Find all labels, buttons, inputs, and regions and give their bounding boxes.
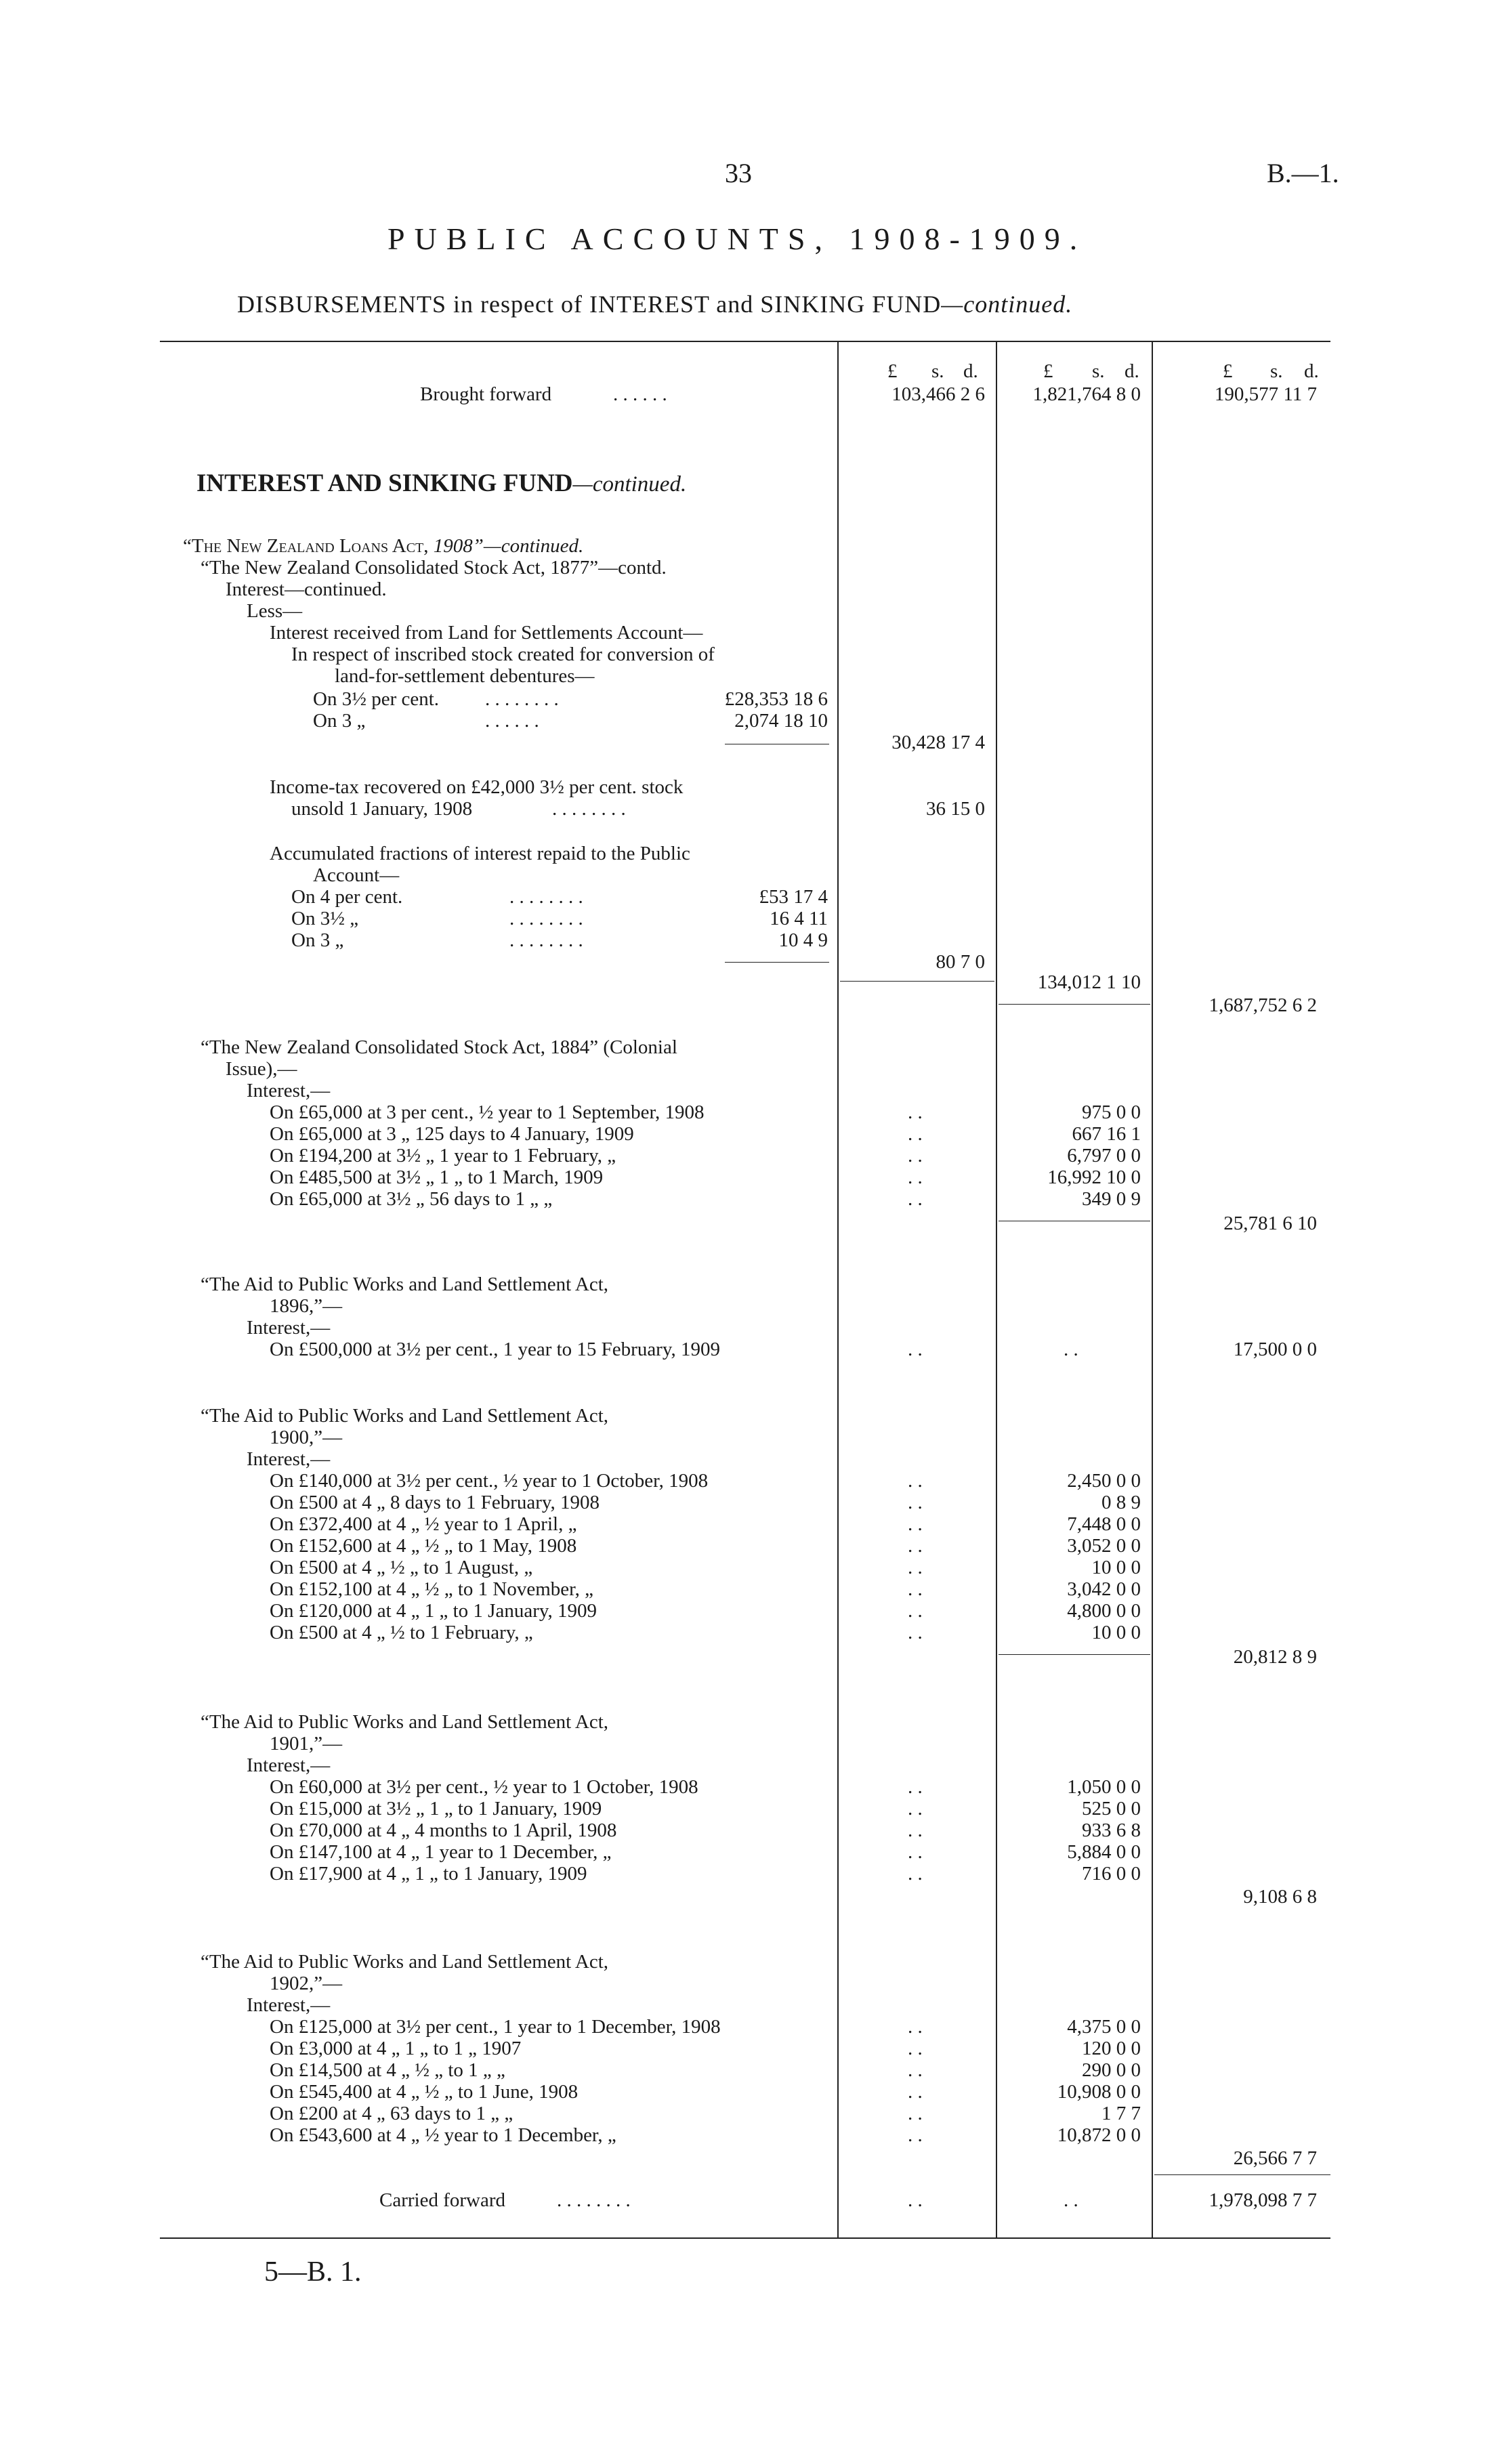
interest-row-amount: 290 0 0 (1082, 2059, 1141, 2081)
income-tax-line: Income-tax recovered on £42,000 3½ per cent. stock (270, 776, 684, 798)
act-1884-title-2: Issue),— (226, 1058, 297, 1080)
interest-row-text: On £125,000 at 3½ per cent., 1 year to 1 December, 1908 (270, 2016, 721, 2038)
interest-row-text: On £500 at 4 „ ½ „ to 1 August, „ (270, 1557, 533, 1578)
interest-row-dots: . . (908, 2103, 923, 2124)
interest-row-amount: 4,800 0 0 (1067, 1600, 1141, 1622)
carried-forward-total: 1,978,098 7 7 (1209, 2189, 1317, 2211)
table-top-rule (160, 341, 1330, 342)
interest-row-amount: 120 0 0 (1082, 2038, 1141, 2059)
brought-forward-col3: 190,577 11 7 (1214, 383, 1317, 405)
interest-row-amount: 667 16 1 (1072, 1123, 1141, 1145)
interest-row-dots: . . (908, 1863, 923, 1885)
interest-row-dots: . . (908, 1557, 923, 1578)
fraction-row-label: On 3½ „ (291, 908, 359, 929)
act-1884-title: “The New Zealand Consolidated Stock Act, 1884” (Colonial (201, 1036, 677, 1058)
accumulated-fractions-line: Accumulated fractions of interest repaid to the Public (270, 843, 690, 864)
act-1901-total: 9,108 6 8 (1243, 1886, 1317, 1908)
act-1896-total: 17,500 0 0 (1233, 1339, 1317, 1360)
interest-row-dots: . . (908, 1776, 923, 1798)
interest-continued-label: Interest—continued. (226, 579, 387, 600)
column-divider-3 (1152, 341, 1153, 2237)
interest-row-amount: 349 0 9 (1082, 1188, 1141, 1210)
land-settlements-line: Interest received from Land for Settlements Account— (270, 622, 703, 644)
brought-forward-dots: . . . . . . (613, 383, 667, 405)
brought-forward-col1: 103,466 2 6 (891, 383, 985, 405)
interest-row-amount: 16,992 10 0 (1047, 1166, 1141, 1188)
col3-pound-header: £ (1223, 360, 1233, 382)
fraction-row-amount: 10 4 9 (778, 929, 828, 951)
interest-row-text: On £65,000 at 3½ „ 56 days to 1 „ „ (270, 1188, 553, 1210)
interest-row-text: On £485,500 at 3½ „ 1 „ to 1 March, 1909 (270, 1166, 604, 1188)
interest-row-amount: 933 6 8 (1082, 1820, 1141, 1841)
interest-row-dots: . . (908, 1123, 923, 1145)
col2-pence-header: d. (1125, 360, 1139, 382)
fraction-row-label: On 4 per cent. (291, 886, 403, 908)
interest-row-dots: . . (908, 1339, 923, 1360)
interest-row-text: On £120,000 at 4 „ 1 „ to 1 January, 1909 (270, 1600, 597, 1622)
interest-label: Interest,— (247, 1317, 331, 1339)
interest-row-text: On £60,000 at 3½ per cent., ½ year to 1 October, 1908 (270, 1776, 698, 1798)
carried-forward-label: Carried forward (379, 2189, 505, 2211)
act-1884-total: 25,781 6 10 (1223, 1213, 1317, 1234)
interest-row-amount: 1 7 7 (1101, 2103, 1141, 2124)
income-tax-amount: 36 15 0 (926, 798, 985, 820)
less-label: Less— (247, 600, 303, 622)
interest-row-dots: . . (908, 1513, 923, 1535)
interest-row-text: On £152,100 at 4 „ ½ „ to 1 November, „ (270, 1578, 594, 1600)
interest-row-amount: 4,375 0 0 (1067, 2016, 1141, 2038)
section-heading: INTEREST AND SINKING FUND—continued. (196, 469, 687, 497)
interest-row-text: On £152,600 at 4 „ ½ „ to 1 May, 1908 (270, 1535, 577, 1557)
interest-row-amount: 525 0 0 (1082, 1798, 1141, 1820)
interest-row-amount: 7,448 0 0 (1067, 1513, 1141, 1535)
interest-row-text: On £500 at 4 „ 8 days to 1 February, 1908 (270, 1492, 600, 1513)
conversion-row-dots: . . . . . . (485, 710, 539, 732)
brought-forward-label: Brought forward (420, 383, 552, 405)
column-divider-1 (837, 341, 839, 2237)
interest-row: On £500,000 at 3½ per cent., 1 year to 15 February, 1909 (270, 1339, 720, 1360)
conversion-row-amount: 2,074 18 10 (734, 710, 828, 732)
act-1902-title-2: 1902,”— (270, 1973, 343, 1994)
interest-row-text: On £14,500 at 4 „ ½ „ to 1 „ „ (270, 2059, 505, 2081)
col1-shilling-header: s. (931, 360, 944, 382)
interest-row-dots: . . (908, 2059, 923, 2081)
interest-label: Interest,— (247, 1754, 331, 1776)
inscribed-stock-line: In respect of inscribed stock created for conversion of (291, 644, 715, 665)
interest-row-amount: 3,052 0 0 (1067, 1535, 1141, 1557)
interest-label: Interest,— (247, 1994, 331, 2016)
interest-row-dots: . . (908, 1820, 923, 1841)
account-line: Account— (313, 864, 400, 886)
col1-pence-header: d. (963, 360, 978, 382)
interest-row-dots: . . (908, 1145, 923, 1166)
interest-row-amount: 6,797 0 0 (1067, 1145, 1141, 1166)
interest-row-amount: 5,884 0 0 (1067, 1841, 1141, 1863)
col2-total-rule (999, 1654, 1150, 1655)
fraction-row-dots: . . . . . . . . (509, 886, 583, 908)
interest-row-amount: 10,908 0 0 (1057, 2081, 1141, 2103)
act-1901-title-2: 1901,”— (270, 1733, 343, 1754)
interest-row-text: On £65,000 at 3 „ 125 days to 4 January, 1909 (270, 1123, 634, 1145)
nz-loans-act-title: “The New Zealand Loans Act, 1908”—continued. (183, 535, 584, 557)
act-1901-title: “The Aid to Public Works and Land Settlement Act, (201, 1711, 609, 1733)
interest-row-dots: . . (908, 1798, 923, 1820)
conversion-row-label: On 3 „ (313, 710, 366, 732)
income-tax-dots: . . . . . . . . (552, 798, 626, 820)
interest-row-text: On £65,000 at 3 per cent., ½ year to 1 September, 1908 (270, 1101, 705, 1123)
col2-total-rule (999, 1004, 1150, 1005)
fraction-row-amount: £53 17 4 (759, 886, 828, 908)
interest-row-text: On £543,600 at 4 „ ½ year to 1 December, „ (270, 2124, 616, 2146)
interest-row-text: On £140,000 at 3½ per cent., ½ year to 1 October, 1908 (270, 1470, 709, 1492)
act-1900-title-2: 1900,”— (270, 1427, 343, 1448)
interest-row-dots: . . (908, 2081, 923, 2103)
interest-row-text: On £500 at 4 „ ½ to 1 February, „ (270, 1622, 533, 1643)
conversion-row-dots: . . . . . . . . (485, 688, 559, 710)
interest-row-dots: . . (908, 1492, 923, 1513)
document-reference: B.—1. (1267, 158, 1339, 188)
act-1900-title: “The Aid to Public Works and Land Settlement Act, (201, 1405, 609, 1427)
interest-row-text: On £15,000 at 3½ „ 1 „ to 1 January, 1909 (270, 1798, 602, 1820)
act-1896-title: “The Aid to Public Works and Land Settlement Act, (201, 1274, 609, 1295)
interest-row-amount: 975 0 0 (1082, 1101, 1141, 1123)
interest-row-amount: 10,872 0 0 (1057, 2124, 1141, 2146)
interest-row-text: On £372,400 at 4 „ ½ year to 1 April, „ (270, 1513, 577, 1535)
interest-row-dots: . . (908, 2016, 923, 2038)
interest-row-dots: . . (908, 1600, 923, 1622)
col3-pence-header: d. (1304, 360, 1319, 382)
page-title: PUBLIC ACCOUNTS, 1908-1909. (387, 222, 1087, 256)
interest-row-amount: 10 0 0 (1091, 1557, 1141, 1578)
col3-shilling-header: s. (1270, 360, 1283, 382)
interest-row-dots: . . (908, 2038, 923, 2059)
interest-row-amount: 0 8 9 (1101, 1492, 1141, 1513)
interest-row-dots: . . (908, 1188, 923, 1210)
interest-row-dots: . . (908, 1622, 923, 1643)
interest-row-dots: . . (908, 1578, 923, 1600)
interest-row-amount: 1,050 0 0 (1067, 1776, 1141, 1798)
interest-row-text: On £194,200 at 3½ „ 1 year to 1 February, „ (270, 1145, 616, 1166)
interest-row-amount: 716 0 0 (1082, 1863, 1141, 1885)
interest-row-text: On £3,000 at 4 „ 1 „ to 1 „ 1907 (270, 2038, 522, 2059)
fraction-row-dots: . . . . . . . . (509, 929, 583, 951)
col2-pound-header: £ (1043, 360, 1053, 382)
interest-row-dots: . . (908, 2124, 923, 2146)
land-settlement-subtotal: 30,428 17 4 (891, 732, 985, 753)
col3-total-rule (1154, 2174, 1330, 2175)
interest-row-dots: . . (1064, 1339, 1078, 1360)
fraction-row-amount: 16 4 11 (770, 908, 828, 929)
accumulated-fractions-total: 80 7 0 (936, 951, 985, 973)
conversion-row-amount: £28,353 18 6 (724, 688, 828, 710)
fraction-row-dots: . . . . . . . . (509, 908, 583, 929)
act-1902-total: 26,566 7 7 (1233, 2147, 1317, 2169)
interest-row-dots: . . (908, 1470, 923, 1492)
page-number: 33 (725, 158, 752, 188)
interest-row-amount: 10 0 0 (1091, 1622, 1141, 1643)
conversion-row-label: On 3½ per cent. (313, 688, 440, 710)
interest-row-text: On £545,400 at 4 „ ½ „ to 1 June, 1908 (270, 2081, 579, 2103)
income-tax-line-2: unsold 1 January, 1908 (291, 798, 473, 820)
carried-forward-col2: . . (1064, 2189, 1078, 2211)
interest-row-dots: . . (908, 1841, 923, 1863)
interest-row-dots: . . (908, 1166, 923, 1188)
act-1900-total: 20,812 8 9 (1233, 1646, 1317, 1668)
interest-row-amount: 3,042 0 0 (1067, 1578, 1141, 1600)
interest-row-text: On £200 at 4 „ 63 days to 1 „ „ (270, 2103, 513, 2124)
table-bottom-rule (160, 2237, 1330, 2239)
carried-forward-dots: . . . . . . . . (557, 2189, 631, 2211)
interest-row-dots: . . (908, 1535, 923, 1557)
interest-row-dots: . . (908, 1101, 923, 1123)
brought-forward-col2: 1,821,764 8 0 (1032, 383, 1141, 405)
footer-reference: 5—B. 1. (264, 2256, 362, 2288)
col2-shilling-header: s. (1092, 360, 1105, 382)
interest-label: Interest,— (247, 1080, 331, 1101)
interest-row-text: On £70,000 at 4 „ 4 months to 1 April, 1908 (270, 1820, 617, 1841)
col1-pound-header: £ (887, 360, 898, 382)
debentures-line: land-for-settlement debentures— (335, 665, 595, 687)
interest-row-amount: 2,450 0 0 (1067, 1470, 1141, 1492)
nz-stock-act-1877-title: “The New Zealand Consolidated Stock Act, 1877”—contd. (201, 557, 667, 579)
carried-forward-col1: . . (908, 2189, 923, 2211)
page-subtitle: DISBURSEMENTS in respect of INTEREST and SINKING FUND—continued. (237, 291, 1073, 318)
act-1902-title: “The Aid to Public Works and Land Settlement Act, (201, 1951, 609, 1973)
act-1896-title-2: 1896,”— (270, 1295, 343, 1317)
col1-total-rule (840, 981, 994, 982)
column-divider-2 (996, 341, 997, 2237)
interest-label: Interest,— (247, 1448, 331, 1470)
less-total: 134,012 1 10 (1037, 971, 1141, 993)
nz-loans-net-total: 1,687,752 6 2 (1209, 994, 1317, 1016)
fraction-rule (725, 962, 829, 963)
fraction-row-label: On 3 „ (291, 929, 344, 951)
interest-row-text: On £147,100 at 4 „ 1 year to 1 December, „ (270, 1841, 612, 1863)
interest-row-text: On £17,900 at 4 „ 1 „ to 1 January, 1909 (270, 1863, 587, 1885)
